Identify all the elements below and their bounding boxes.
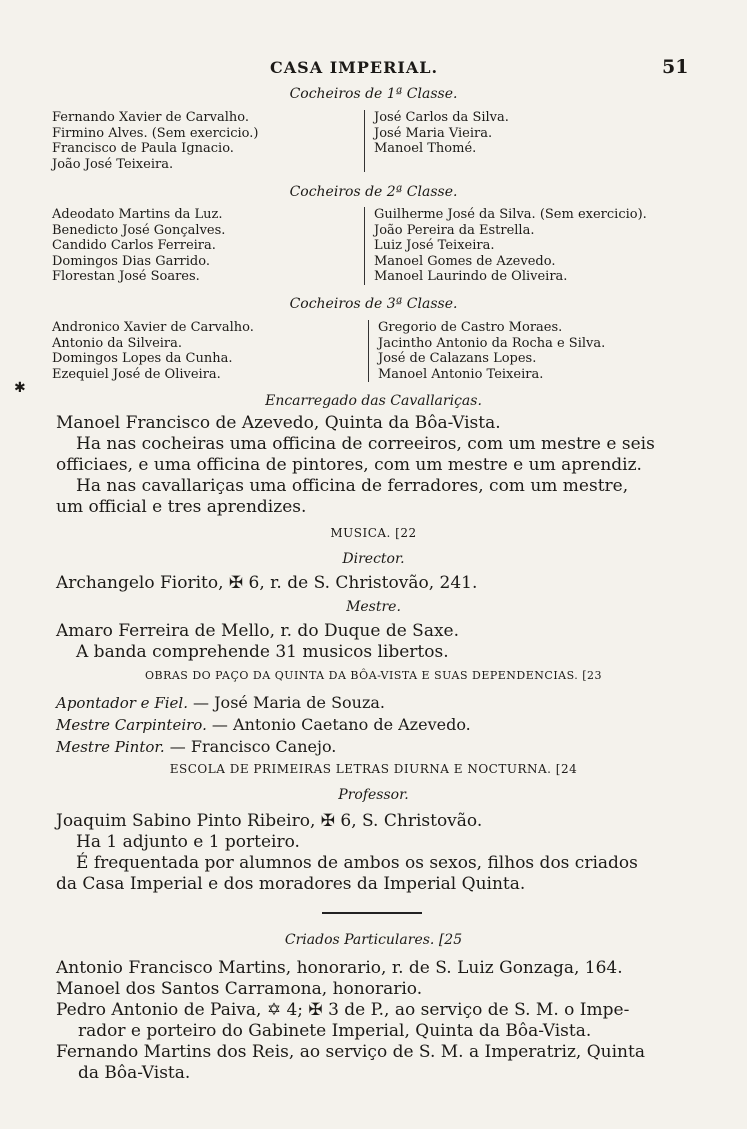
text-line: um official e tres aprendizes. xyxy=(56,497,307,517)
text-line: Manoel dos Santos Carramona, honorario. xyxy=(56,979,423,999)
list-item: João Pereira da Estrella. xyxy=(374,222,535,238)
text-line: rador e porteiro do Gabinete Imperial, Quinta da Bôa-Vista. xyxy=(78,1021,592,1041)
label-professor: Professor. xyxy=(338,787,409,803)
list-item: Jacintho Antonio da Rocha e Silva. xyxy=(378,335,606,351)
heading-criados: Criados Particulares. [25 xyxy=(284,932,463,948)
text-line: Ha 1 adjunto e 1 porteiro. xyxy=(76,832,300,852)
heading-escola: ESCOLA DE PRIMEIRAS LETRAS DIURNA E NOCTURNA. [24 xyxy=(169,762,578,776)
list-item: Manoel Antonio Teixeira. xyxy=(378,366,544,382)
person-name: — Antonio Caetano de Azevedo. xyxy=(206,715,471,734)
list-item: Ezequiel José de Oliveira. xyxy=(52,366,221,382)
list-item: Andronico Xavier de Carvalho. xyxy=(52,320,254,335)
text-line: Archangelo Fiorito, ✠ 6, r. de S. Christovão, 241. xyxy=(56,573,478,593)
list-item: Manoel Thomé. xyxy=(374,141,477,156)
heading-cocheiros-1: Cocheiros de 1ª Classe. xyxy=(289,86,458,102)
person-name: — Francisco Canejo. xyxy=(164,737,337,756)
label-mestre: Mestre. xyxy=(346,599,401,615)
text-line: da Bôa-Vista. xyxy=(78,1063,191,1083)
list-item: Manoel Gomes de Azevedo. xyxy=(374,253,556,269)
text-line: Amaro Ferreira de Mello, r. do Duque de Saxe. xyxy=(56,621,460,641)
list-item: João José Teixeira. xyxy=(52,156,174,172)
heading-musica: MUSICA. [22 xyxy=(330,526,417,540)
text-line: Ha nas cocheiras uma officina de correeiros, com um mestre e seis xyxy=(76,434,655,454)
column-divider xyxy=(368,320,369,382)
cocheiros-1-left xyxy=(52,110,258,172)
text-line: Joaquim Sabino Pinto Ribeiro, ✠ 6, S. Christovão. xyxy=(56,811,483,831)
cocheiros-1-right xyxy=(374,110,509,157)
obras-list xyxy=(56,692,688,758)
list-item: José Carlos da Silva. xyxy=(374,110,509,125)
text-line: officiaes, e uma officina de pintores, com um mestre e um aprendiz. xyxy=(56,455,642,475)
list-item: Francisco de Paula Ignacio. xyxy=(52,141,234,156)
text-line: A banda comprehende 31 musicos libertos. xyxy=(76,642,449,662)
musica-mestre xyxy=(56,621,688,663)
list-item: Luiz José Teixeira. xyxy=(374,238,495,253)
margin-mark-icon: ✱ xyxy=(14,380,26,396)
cocheiros-2-left xyxy=(52,207,225,285)
list-item: Guilherme José da Silva. (Sem exercicio). xyxy=(374,207,647,222)
list-item: Antonio da Silveira. xyxy=(52,335,183,351)
heading-obras: OBRAS DO PAÇO DA QUINTA DA BÔA-VISTA E SUAS DEPENDENCIAS. [23 xyxy=(144,669,603,682)
list-item: Firmino Alves. (Sem exercicio.) xyxy=(52,125,259,141)
list-item: Florestan José Soares. xyxy=(52,269,200,284)
cocheiros-3-right xyxy=(378,320,605,382)
label-director: Director. xyxy=(342,551,405,567)
heading-cocheiros-2: Cocheiros de 2ª Classe. xyxy=(289,184,458,200)
page-number: 51 xyxy=(662,56,689,78)
criados-text xyxy=(56,958,688,1084)
person-name: — José Maria de Souza. xyxy=(187,693,386,712)
page-header xyxy=(0,58,747,82)
musica-director xyxy=(56,573,688,594)
text-line: Antonio Francisco Martins, honorario, r. de S. Luiz Gonzaga, 164. xyxy=(56,958,623,978)
list-item: Adeodato Martins da Luz. xyxy=(52,207,223,222)
list-item: José de Calazans Lopes. xyxy=(378,351,537,366)
role-label: Mestre Carpinteiro. xyxy=(56,716,207,734)
heading-cocheiros-3: Cocheiros de 3ª Classe. xyxy=(289,296,458,312)
list-item: Candido Carlos Ferreira. xyxy=(52,238,216,253)
text-line: Fernando Martins dos Reis, ao serviço de S. M. a Imperatriz, Quinta xyxy=(56,1042,645,1062)
text-line: Pedro Antonio de Paiva, ✡ 4; ✠ 3 de P., ao serviço de S. M. o Impe- xyxy=(56,1000,630,1020)
list-item xyxy=(56,714,688,736)
divider-rule xyxy=(322,912,422,914)
cavallaricas-text xyxy=(56,413,688,518)
cocheiros-2-right xyxy=(374,207,647,285)
list-item: José Maria Vieira. xyxy=(374,125,493,141)
column-divider xyxy=(364,110,365,172)
role-label: Apontador e Fiel. xyxy=(56,694,188,712)
list-item: Domingos Lopes da Cunha. xyxy=(52,351,233,366)
text-line: Manoel Francisco de Azevedo, Quinta da Bôa-Vista. xyxy=(56,413,501,433)
role-label: Mestre Pintor. xyxy=(56,738,165,756)
text-line: Ha nas cavallariças uma officina de ferradores, com um mestre, xyxy=(76,476,629,496)
list-item xyxy=(56,736,688,758)
list-item: Domingos Dias Garrido. xyxy=(52,253,210,269)
text-line: É frequentada por alumnos de ambos os sexos, filhos dos criados xyxy=(76,853,638,873)
escola-text xyxy=(56,811,688,895)
column-divider xyxy=(364,207,365,285)
list-item: Manoel Laurindo de Oliveira. xyxy=(374,269,568,284)
list-item xyxy=(56,692,688,714)
text-line: da Casa Imperial e dos moradores da Imperial Quinta. xyxy=(56,874,526,894)
heading-cavallaricas: Encarregado das Cavallariças. xyxy=(265,393,482,409)
list-item: Fernando Xavier de Carvalho. xyxy=(52,110,249,125)
list-item: Gregorio de Castro Moraes. xyxy=(378,320,563,335)
cocheiros-3-left xyxy=(52,320,254,382)
page-title: CASA IMPERIAL. xyxy=(270,58,439,77)
list-item: Benedicto José Gonçalves. xyxy=(52,222,226,238)
